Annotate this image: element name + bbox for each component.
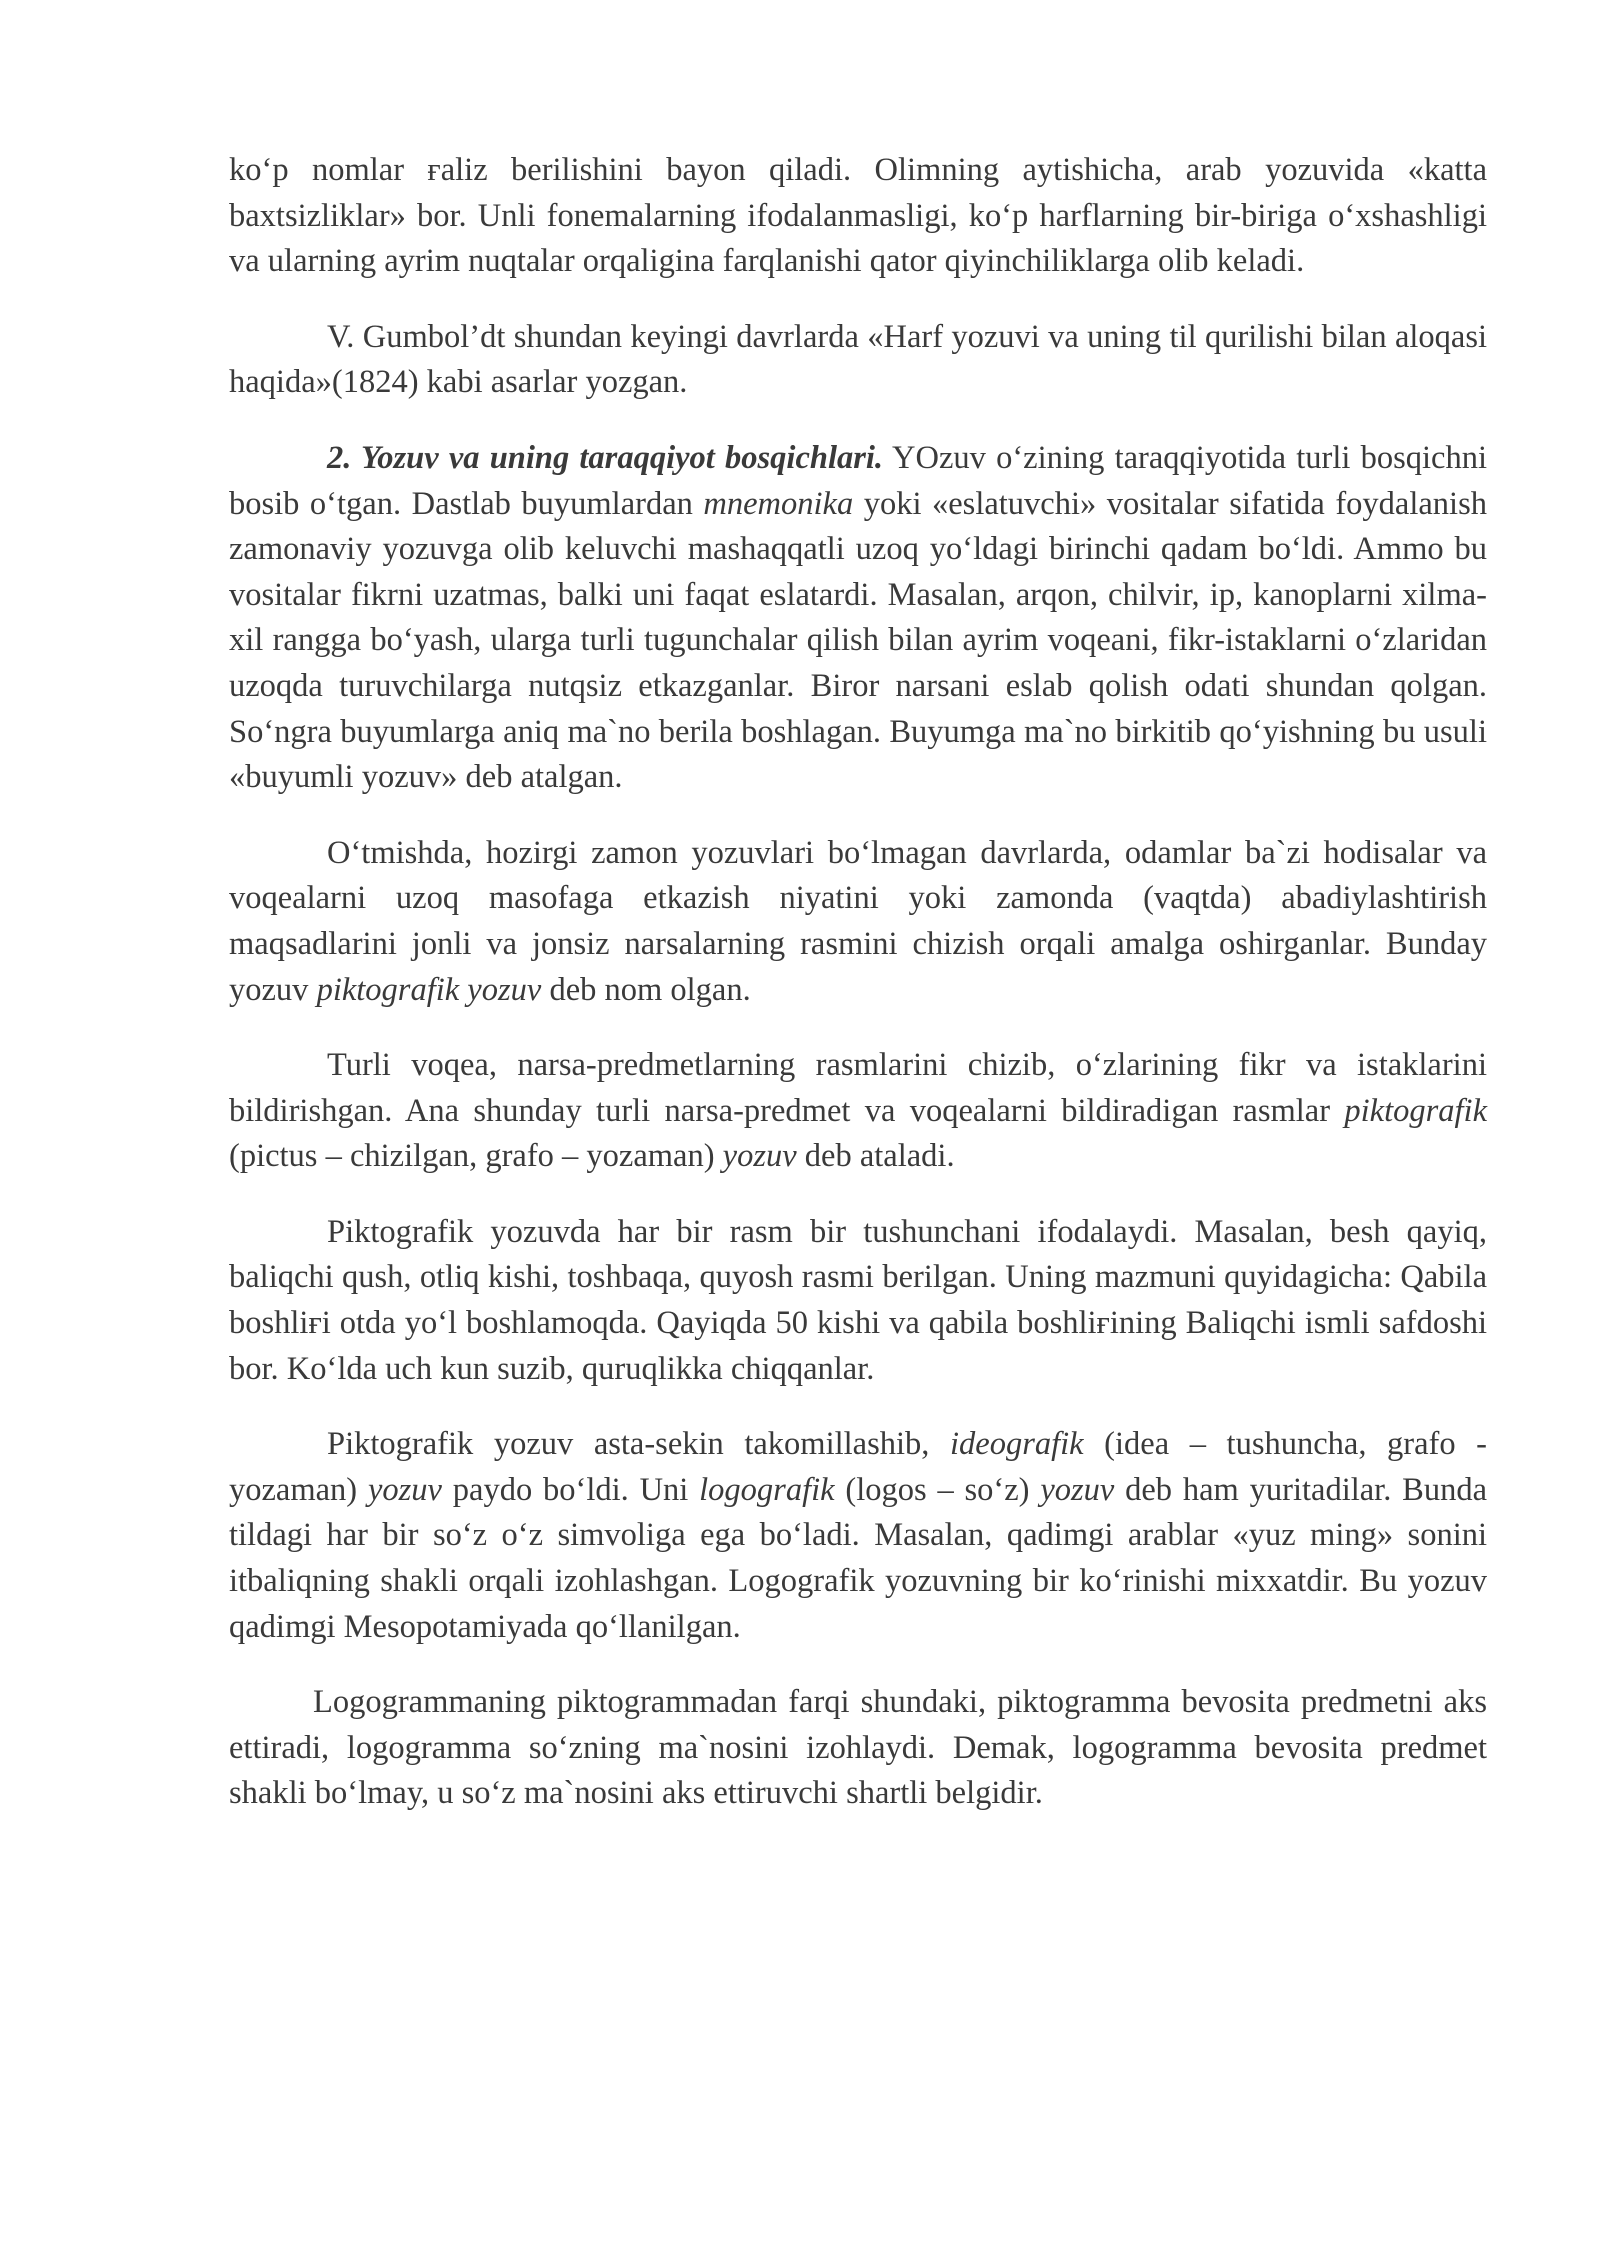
term-italic: yozuv: [1040, 1471, 1115, 1508]
term-italic: mnemonika: [703, 485, 854, 522]
paragraph-text: (idea – tushuncha, grafo - yozaman): [229, 1426, 1487, 1508]
paragraph-text: ko‘p nomlar ғaliz berilishini bayon qiladi. Olimning aytishicha, arab yozuvida «katta baxtsizliklar» bor. Unli fonemalarning ifodalanmasligi, ko‘p harflarning bir-biriga o‘xshashligi va ularning ayrim nuqtalar orqaligina farqlanishi qator qiyinchiliklarga olib keladi.: [229, 152, 1487, 280]
term-italic: yozuv: [367, 1471, 442, 1508]
term-italic: yozuv: [722, 1138, 797, 1175]
paragraph-text: paydo bo‘ldi. Uni: [441, 1471, 700, 1508]
paragraph-text: O‘tmishda, hozirgi zamon yozuvlari bo‘lmagan davrlarda, odamlar ba`zi hodisalar va voqealarni uzoq masofaga etkazish niyatini yoki zamonda (vaqtda) abadiylashtirish maqsadlarini jonli va jonsiz narsalarning rasmini chizish orqali amalga oshirganlar. Bunday yozuv: [229, 834, 1487, 1008]
term-italic: ideografik: [950, 1426, 1084, 1463]
paragraph-text: (logos – so‘z): [834, 1471, 1041, 1508]
paragraph-1: [229, 148, 1487, 285]
paragraph-3: [229, 436, 1487, 801]
paragraph-text: deb ataladi.: [796, 1138, 955, 1175]
paragraph-text: Logogrammaning piktogrammadan farqi shundaki, piktogramma bevosita predmetni aks ettiradi, logogramma so‘zning ma`nosini izohlaydi. Demak, logogramma bevosita predmet shakli bo‘lmay, u so‘z ma`nosini aks ettiruvchi shartli belgidir.: [229, 1684, 1487, 1812]
paragraph-text: Turli voqea, narsa-predmetlarning rasmlarini chizib, o‘zlarining fikr va istaklarini bildirishgan. Ana shunday turli narsa-predmet va voqealarni bildiradigan rasmlar: [229, 1047, 1487, 1129]
paragraph-text: Piktografik yozuvda har bir rasm bir tushunchani ifodalaydi. Masalan, besh qayiq, baliqchi qush, otliq kishi, toshbaqa, quyosh rasmi berilgan. Uning mazmuni quyidagicha: Qabila boshliғi otda yo‘l boshlamoqda. Qayiqda 50 kishi va qabila boshliғining Baliqchi ismli safdoshi bor. Ko‘lda uch kun suzib, quruqlikka chiqqanlar.: [229, 1213, 1487, 1387]
section-heading: 2. Yozuv va uning taraqqiyot bosqichlari.: [327, 439, 884, 476]
paragraph-text: deb nom olgan.: [541, 971, 751, 1008]
paragraph-text: yoki «eslatuvchi» vositalar sifatida foydalanish zamonaviy yozuvga olib keluvchi mashaqqatli uzoq yo‘ldagi birinchi qadam bo‘ldi. Ammo bu vositalar fikrni uzatmas, balki uni faqat eslatardi. Masalan, arqon, chilvir, ip, kanoplarni xilma-xil rangga bo‘yash, ularga turli tugunchalar qilish bilan ayrim voqeani, fikr-istaklarni o‘zlaridan uzoqda turuvchilarga nutqsiz etkazganlar. Biror narsani eslab qolish odati shundan qolgan. So‘ngra buyumlarga aniq ma`no berila boshlagan. Buyumga ma`no birkitib qo‘yishning bu usuli «buyumli yozuv» deb atalgan.: [229, 485, 1487, 796]
paragraph-2: [229, 315, 1487, 406]
document-page: [229, 148, 1487, 1847]
paragraph-6: [229, 1210, 1487, 1392]
term-italic: piktografik yozuv: [316, 971, 542, 1008]
term-italic: piktografik: [1344, 1092, 1487, 1129]
paragraph-text: deb ham yuritadilar. Bunda tildagi har bir so‘z o‘z simvoliga ega bo‘ladi. Masalan, qadimgi arablar «yuz ming» sonini itbaliqning shakli orqali izohlashgan. Logografik yozuvning bir ko‘rinishi mixxatdir. Bu yozuv qadimgi Mesopotamiyada qo‘llanilgan.: [229, 1471, 1487, 1645]
paragraph-8: [229, 1680, 1487, 1817]
paragraph-7: [229, 1422, 1487, 1650]
paragraph-text: YOzuv o‘zining taraqqiyotida turli bosqichni bosib o‘tgan. Dastlab buyumlardan: [229, 439, 1487, 522]
paragraph-5: [229, 1043, 1487, 1180]
paragraph-4: [229, 831, 1487, 1013]
paragraph-text: V. Gumbol’dt shundan keyingi davrlarda «Harf yozuvi va uning til qurilishi bilan aloqasi haqida»(1824) kabi asarlar yozgan.: [229, 318, 1487, 401]
paragraph-text: (pictus – chizilgan, grafo – yozaman): [229, 1138, 723, 1175]
term-italic: logografik: [699, 1471, 835, 1508]
paragraph-text: Piktografik yozuv asta-sekin takomillashib,: [327, 1426, 950, 1463]
